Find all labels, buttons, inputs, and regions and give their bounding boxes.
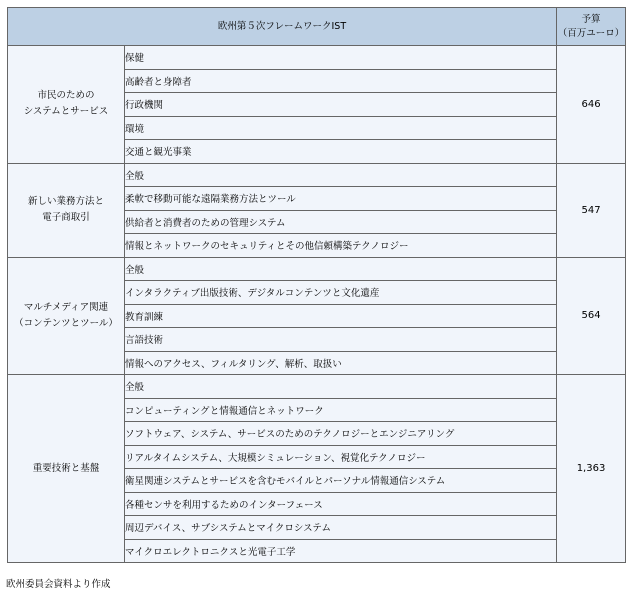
budget-cell: 547 [557,163,626,257]
table-title: 欧州第５次フレームワークIST [8,8,557,46]
table-row [8,46,626,70]
item-cell: 保健 [125,46,557,70]
item-cell: 情報とネットワークのセキュリティとその他信頼構築テクノロジー [125,234,557,258]
budget-column-header [557,8,626,46]
item-cell: 周辺デバイス、サブシステムとマイクロシステム [125,516,557,540]
item-cell: インタラクティブ出版技術、デジタルコンテンツと文化遺産 [125,281,557,305]
category-cell [8,257,125,375]
table-row [8,375,626,399]
category-cell [8,46,125,164]
group-key-technologies [8,375,626,563]
budget-cell: 1,363 [557,375,626,563]
category-line2: （コンテンツとツール） [14,317,118,329]
table-row [8,257,626,281]
item-cell: リアルタイムシステム、大規模シミュレーション、視覚化テクノロジー [125,445,557,469]
table-row [8,163,626,187]
category-line2: システムとサービス [23,106,109,118]
item-cell: 言語技術 [125,328,557,352]
item-cell: 各種センサを利用するためのインターフェース [125,492,557,516]
item-cell: ソフトウェア、システム、サービスのためのテクノロジーとエンジニアリング [125,422,557,446]
ist-budget-table [7,7,626,563]
item-cell: マイクロエレクトロニクスと光電子工学 [125,539,557,563]
item-cell: 衛星関連システムとサービスを含むモバイルとパーソナル情報通信システム [125,469,557,493]
group-new-work-methods [8,163,626,257]
category-line1: マルチメディア関連 [23,301,109,313]
item-cell: 柔軟で移動可能な遠隔業務方法とツール [125,187,557,211]
item-cell: 高齢者と身障者 [125,69,557,93]
item-cell: 環境 [125,116,557,140]
category-line1: 新しい業務方法と [27,196,104,207]
budget-header-line1: 予算 [581,13,601,25]
category-line1: 市民のための [37,90,95,102]
group-multimedia [8,257,626,375]
item-cell: 交通と観光事業 [125,140,557,164]
item-cell: 全般 [125,257,557,281]
source-note: 欧州委員会資料より作成 [6,579,111,590]
category-cell [8,163,125,257]
group-citizens [8,46,626,164]
item-cell: 供給者と消費者のための管理システム [125,210,557,234]
item-cell: コンピューティングと情報通信とネットワーク [125,398,557,422]
category-line2: 電子商取引 [42,212,90,223]
budget-cell: 564 [557,257,626,375]
budget-header-line2: （百万ユーロ） [557,27,625,39]
budget-cell: 646 [557,46,626,164]
category-line1: 重要技術と基盤 [32,462,100,474]
item-cell: 教育訓練 [125,304,557,328]
item-cell: 全般 [125,375,557,399]
category-cell [8,375,125,563]
item-cell: 全般 [125,163,557,187]
item-cell: 情報へのアクセス、フィルタリング、解析、取扱い [125,351,557,375]
item-cell: 行政機関 [125,93,557,117]
table-header-row [8,8,626,46]
